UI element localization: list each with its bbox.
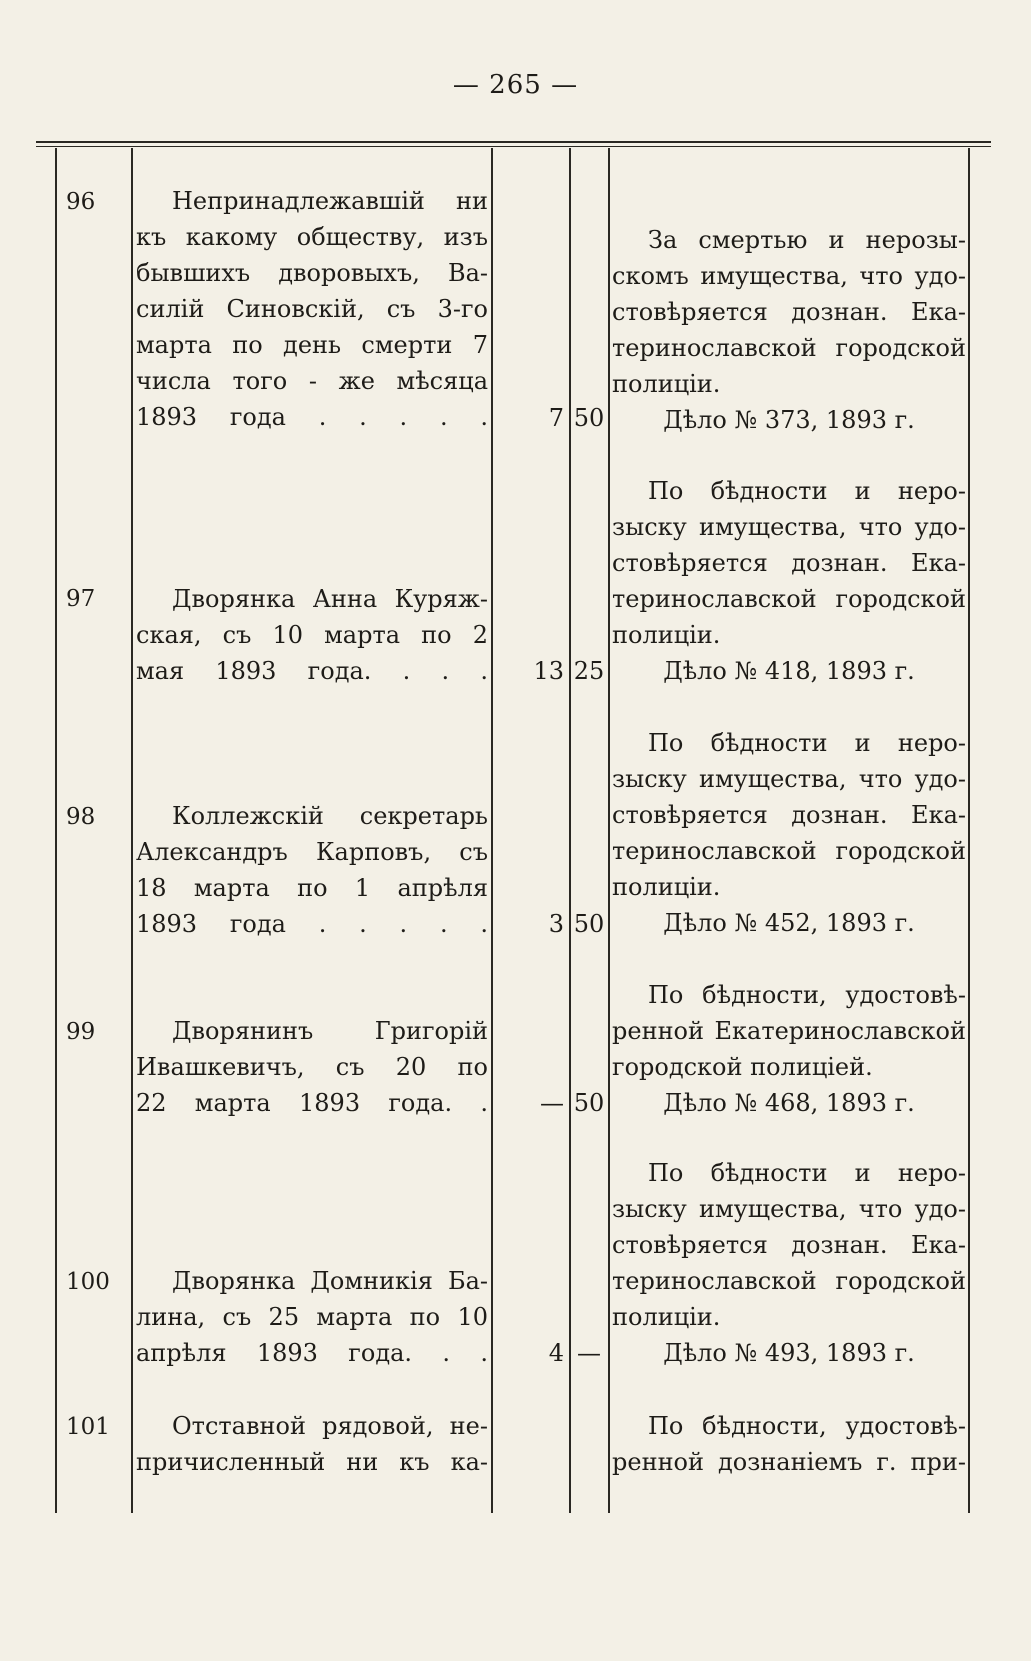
note-line: За смертью и нерозы- <box>648 226 966 254</box>
entry-description <box>136 1013 488 1121</box>
entry-number: 96 <box>66 189 96 215</box>
page-number: — 265 — <box>452 70 579 100</box>
entry-note <box>612 473 966 689</box>
note-line: теринославской городской <box>612 1267 966 1295</box>
entry-number: 99 <box>66 1019 96 1045</box>
case-reference: Дѣло № 493, 1893 г. <box>663 1339 915 1367</box>
note-line: теринославской городской <box>612 837 966 865</box>
description-line: Непринадлежавшій ни <box>172 187 488 215</box>
note-line: По бѣдности, удостовѣ- <box>648 981 966 1009</box>
column-rule <box>55 148 57 1513</box>
description-line: Отставной рядовой, не- <box>172 1412 488 1440</box>
case-reference: Дѣло № 452, 1893 г. <box>663 909 915 937</box>
entry-number: 98 <box>66 804 96 830</box>
amount-kopecks: 25 <box>573 657 605 685</box>
description-line: Дворянка Анна Куряж- <box>172 585 488 613</box>
description-line: ская, съ 10 марта по 2 <box>136 621 488 649</box>
entry-note <box>612 222 966 438</box>
header-rule <box>36 141 991 143</box>
case-reference: Дѣло № 418, 1893 г. <box>663 657 915 685</box>
column-rule <box>491 148 493 1513</box>
description-line: Александръ Карповъ, съ <box>136 838 488 866</box>
entry-description <box>136 581 488 689</box>
description-line: числа того - же мѣсяца <box>136 367 488 395</box>
column-rule <box>569 148 571 1513</box>
amount-kopecks: 50 <box>573 1089 605 1117</box>
amount-rubles: 7 <box>548 404 564 432</box>
description-line: 18 марта по 1 апрѣля <box>136 874 488 902</box>
note-line: стовѣряется дознан. Ека- <box>612 549 966 577</box>
note-line: стовѣряется дознан. Ека- <box>612 801 966 829</box>
note-line: По бѣдности, удостовѣ- <box>648 1412 966 1440</box>
entry-description <box>136 798 488 942</box>
description-line: лина, съ 25 марта по 10 <box>136 1303 488 1331</box>
entry-note <box>612 977 966 1121</box>
entry-description <box>136 1408 488 1480</box>
entry-note <box>612 725 966 941</box>
amount-rubles: — <box>540 1089 564 1117</box>
description-line: 22 марта 1893 года. . <box>136 1089 488 1117</box>
amount-kopecks: 50 <box>573 404 605 432</box>
column-rule <box>968 148 970 1513</box>
note-line: зыску имущества, что удо- <box>612 513 966 541</box>
note-line: ренной Екатеринославской <box>612 1017 966 1045</box>
description-line: апрѣля 1893 года. . . <box>136 1339 488 1367</box>
entry-note <box>612 1155 966 1371</box>
description-line: къ какому обществу, изъ <box>136 223 488 251</box>
description-line: Дворянка Домникія Ба- <box>172 1267 488 1295</box>
description-line: 1893 года . . . . . <box>136 910 488 938</box>
description-line: марта по день смерти 7 <box>136 331 488 359</box>
entry-note <box>612 1408 966 1480</box>
note-line: зыску имущества, что удо- <box>612 1195 966 1223</box>
note-line: стовѣряется дознан. Ека- <box>612 1231 966 1259</box>
description-line: Дворянинъ Григорій <box>172 1017 488 1045</box>
amount-kopecks: — <box>577 1339 601 1367</box>
case-reference: Дѣло № 373, 1893 г. <box>663 406 915 434</box>
note-line: полиціи. <box>612 370 721 398</box>
column-rule <box>608 148 610 1513</box>
entry-number: 97 <box>66 586 96 612</box>
description-line: Ивашкевичъ, съ 20 по <box>136 1053 488 1081</box>
description-line: причисленный ни къ ка- <box>136 1448 488 1476</box>
amount-rubles: 4 <box>548 1339 564 1367</box>
description-line: силій Синовскій, съ 3-го <box>136 295 488 323</box>
note-line: По бѣдности и неро- <box>648 729 966 757</box>
note-line: теринославской городской <box>612 585 966 613</box>
note-line: полиціи. <box>612 1303 721 1331</box>
note-line: По бѣдности и неро- <box>648 477 966 505</box>
note-line: По бѣдности и неро- <box>648 1159 966 1187</box>
note-line: стовѣряется дознан. Ека- <box>612 298 966 326</box>
amount-kopecks: 50 <box>573 910 605 938</box>
note-line: теринославской городской <box>612 334 966 362</box>
amount-rubles: 13 <box>533 657 564 685</box>
entry-number: 100 <box>66 1269 110 1295</box>
description-line: мая 1893 года. . . . <box>136 657 488 685</box>
note-line: полиціи. <box>612 873 721 901</box>
header-rule-thin <box>36 146 991 147</box>
note-line: скомъ имущества, что удо- <box>612 262 966 290</box>
description-line: Коллежскій секретарь <box>172 802 488 830</box>
note-line: ренной дознаніемъ г. при- <box>612 1448 966 1476</box>
description-line: бывшихъ дворовыхъ, Ва- <box>136 259 488 287</box>
note-line: городской полиціей. <box>612 1053 873 1081</box>
note-line: полиціи. <box>612 621 721 649</box>
case-reference: Дѣло № 468, 1893 г. <box>663 1089 915 1117</box>
note-line: зыску имущества, что удо- <box>612 765 966 793</box>
entry-description <box>136 1263 488 1371</box>
amount-rubles: 3 <box>548 910 564 938</box>
column-rule <box>131 148 133 1513</box>
description-line: 1893 года . . . . . <box>136 403 488 431</box>
entry-description <box>136 183 488 435</box>
entry-number: 101 <box>66 1414 110 1440</box>
